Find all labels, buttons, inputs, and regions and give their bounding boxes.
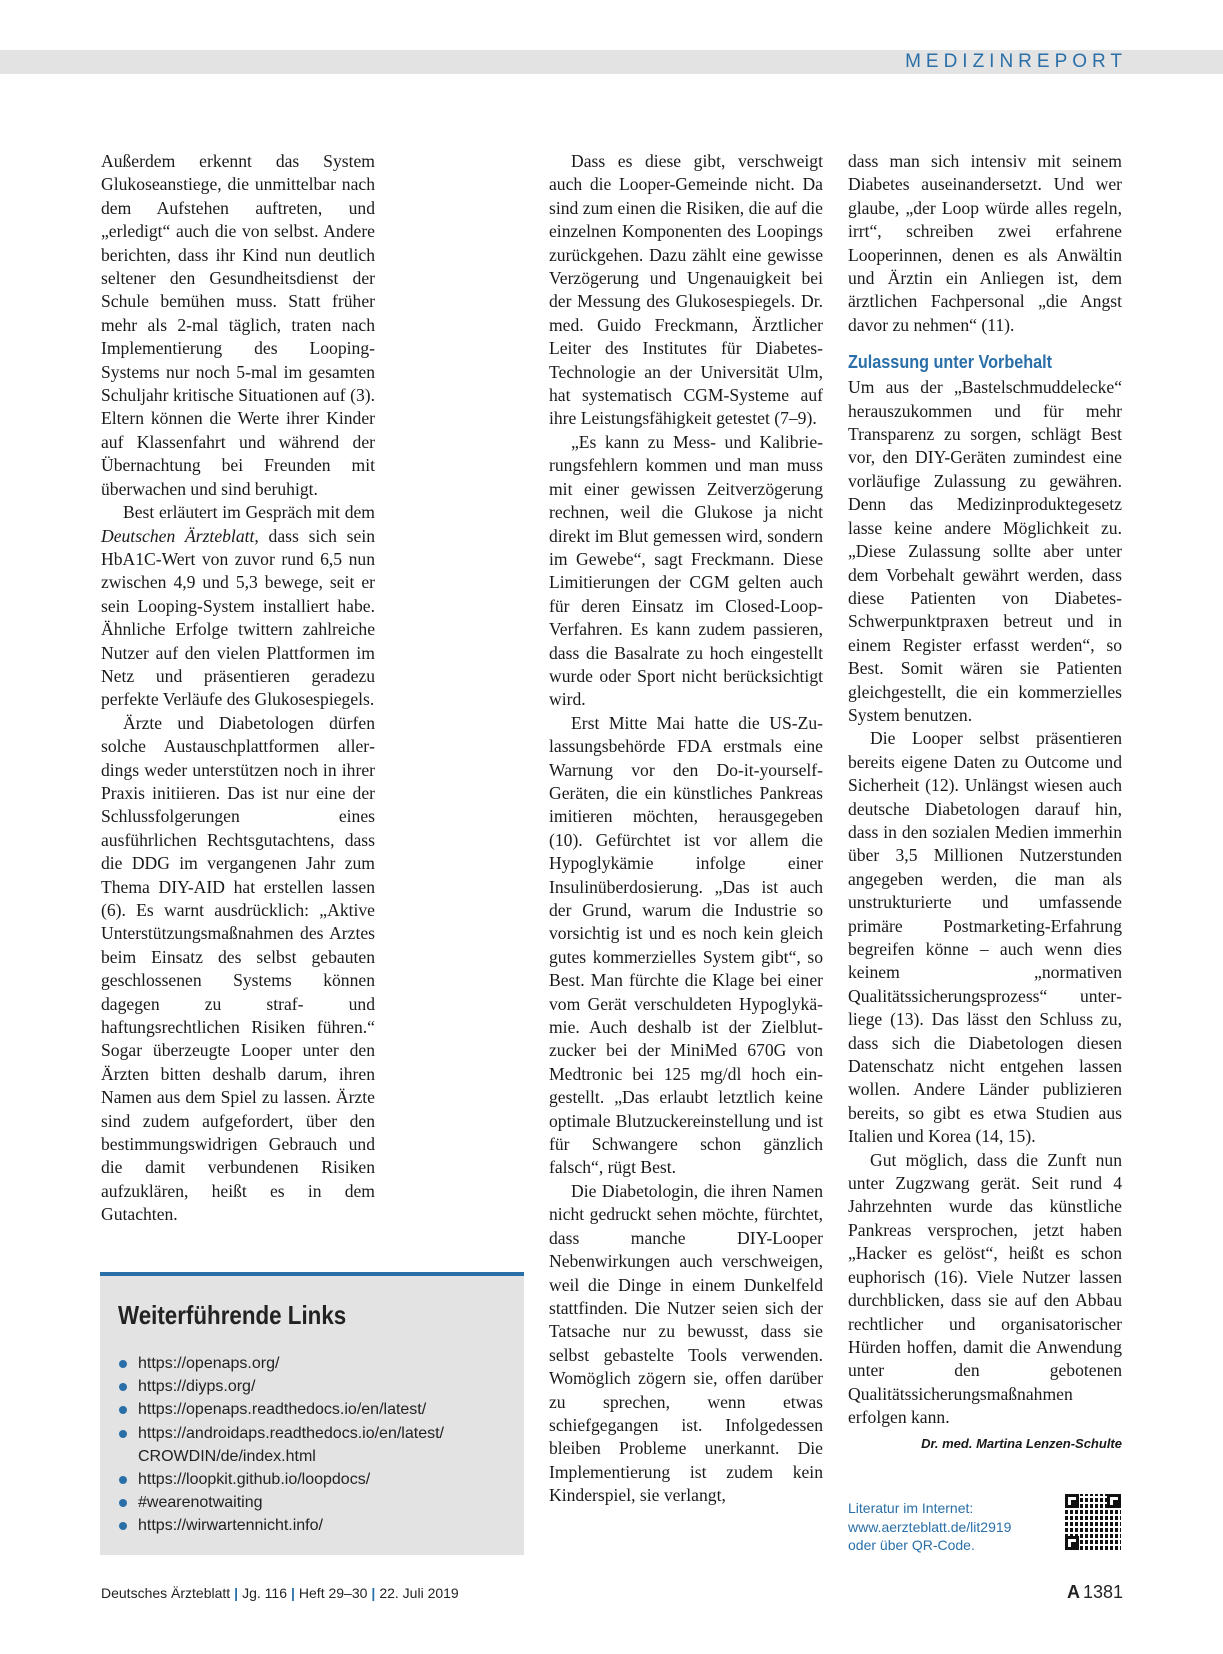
paragraph: Dass es diese gibt, verschweigt auch die Looper-Gemeinde nicht. Da sind zum einen die Risiken, die auf die einzelnen Komponenten des Loopings zurückgehen. Dazu zählt eine gewisse Verzögerung und Ungenauigkeit bei der Messung des Glukosespiegels. Dr. med. Guido Freckmann, Ärztlicher Leiter des Institutes für Diabetes-Technologie an der Universität Ulm, hat systematisch CGM-Systeme auf ihre Leistungsfähigkeit getestet (7–9). — [549, 151, 823, 429]
section-label: MEDIZINREPORT — [905, 51, 1127, 72]
paragraph: Erst Mitte Mai hatte die US-Zulassungsbehörde FDA erstmals eine Warnung vor den Do-it-yourself-Geräten, die ein künstliches Pankreas imitieren möchten, herausgegeben (10). Gefürchtet ist vor allem die Hypoglykämie infolge einer Insulinüberdosierung. „Das ist auch der Grund, warum die Industrie so vorsichtig ist und es noch kein gleich gutes kommerzielles System gibt“, so Best. Man fürchte die Klage bei einer vom Gerät verschuldeten Hypoglykämie. Auch deshalb ist der Zielblutzucker bei der MiniMed 670G von Medtronic bei 125 mg/dl hoch eingestellt. „Das erlaubt letztlich keine optimale Blutzuckereinstellung und ist für Schwangere schon gänzlich falsch“, rügt Best. — [549, 712, 823, 1178]
link-item[interactable]: https://androidaps.readthedocs.io/en/latest/ CROWDIN/de/index.html — [118, 1422, 444, 1468]
journal-name: Deutsches Ärzteblatt — [101, 1585, 231, 1601]
qr-finder — [1065, 1494, 1079, 1508]
subheading: Zulassung unter Vorbehalt — [848, 352, 1053, 373]
literature-label: Literatur im Internet: — [848, 1500, 974, 1516]
column-2 — [549, 150, 823, 1508]
links-list — [118, 1352, 444, 1538]
qr-finder — [1065, 1536, 1079, 1550]
links-title: Weiterführende Links — [118, 1300, 347, 1330]
paragraph: Gut möglich, dass die Zunft nun unter Zugzwang gerät. Seit rund 4 Jahrzehnten wurde das künstliche Pankreas versprochen, jetzt haben „Hacker es gelöst“, heißt es schon euphorisch (16). Viele Nutzer lassen durchblicken, dass sie auf den Abbau rechtlicher und organisatorischer Hürden hoffen, damit die Anwendung unter den gebotenen Qualitätssicherungsmaßnahmen erfolgen kann. — [848, 1149, 1122, 1428]
column-1 — [101, 150, 375, 1227]
literature-link[interactable]: www.aerzteblatt.de/lit2919 — [848, 1518, 1012, 1535]
paragraph: Ärzte und Diabetologen dürfen solche Austauschplattformen allerdings weder unterstützen noch in ihrer Praxis initiieren. Das ist nur eine der Schlussfolgerungen eines ausführlichen Rechtsgutachtens, dass die DDG im vergangenen Jahr zum Thema DIY-AID hat erstellen lassen (6). Es warnt ausdrücklich: „Aktive Unterstützungsmaßnahmen des Arztes beim Einsatz des selbst gebauten geschlossenen Systems können dagegen zu straf- und haftungsrechtlichen Risiken führen.“ Sogar überzeugte Looper unter den Ärzten bitten deshalb darum, ihren Namen aus dem Spiel zu lassen. Ärzte sind zudem aufgefordert, über den bestimmungswidrigen Gebrauch und die damit verbundenen Risiken aufzuklären, heißt es in dem Gutachten. — [101, 712, 375, 1225]
qr-code-icon[interactable] — [1065, 1494, 1121, 1550]
link-item[interactable]: https://wirwartennicht.info/ — [118, 1514, 444, 1537]
paragraph: Best erläutert im Gespräch mit dem Deutschen Ärzteblatt, dass sich sein HbA1C-Wert von zuvor rund 6,5 nun zwischen 4,9 und 5,3 bewege, seit er sein Looping-System installiert habe. Ähnliche Erfolge twittern zahlreiche Nutzer auf den vielen Plattformen im Netz und präsentieren geradezu perfekte Verläufe des Glukosespiegels. — [101, 502, 376, 710]
publication-name: Deutschen Ärzteblatt — [101, 525, 255, 546]
links-box — [100, 1272, 524, 1555]
qr-finder — [1107, 1494, 1121, 1508]
footer: Deutsches Ärzteblatt | Jg. 116 | Heft 29–30 | 22. Juli 2019 — [101, 1585, 459, 1601]
journal-volume: Jg. 116 — [242, 1585, 287, 1601]
journal-date: 22. Juli 2019 — [379, 1585, 459, 1601]
journal-issue: Heft 29–30 — [298, 1585, 368, 1601]
link-item[interactable]: https://diyps.org/ — [118, 1375, 444, 1398]
paragraph: Außerdem erkennt das System Glukoseanstiege, die unmittelbar nach dem Aufstehen auftreten, und „erledigt“ auch die von selbst. Andere berichten, dass ihr Kind nun deutlich seltener den Gesundheitsdienst der Schule bemühen muss. Statt früher mehr als 2-mal täglich, traten nach Implementierung des Looping-Systems nur noch 5-mal im gesamten Schuljahr kritische Situationen auf (3). Eltern können die Werte ihrer Kinder auf Klassenfahrt und während der Übernachtung bei Freunden mit überwachen und sind beruhigt. — [101, 151, 375, 499]
literature-note — [848, 1499, 1068, 1555]
link-item[interactable]: https://openaps.readthedocs.io/en/latest/ — [118, 1398, 444, 1421]
column-3 — [848, 150, 1122, 1455]
literature-qr-hint: oder über QR-Code. — [848, 1537, 975, 1553]
paragraph: dass man sich intensiv mit seinem Diabetes auseinandersetzt. Und wer glaube, „der Loop würde alles regeln, irrt“, schreiben zwei erfahrene Looperinnen, denen es als Anwältin und Ärztin ein Anliegen ist, dem ärztlichen Fachpersonal „die Angst davor zu nehmen“ (11). — [848, 151, 1122, 335]
link-item[interactable]: #wearenotwaiting — [118, 1491, 444, 1514]
paragraph: Um aus der „Bastelschmuddelecke“ herauszukommen und für mehr Transparenz zu sorgen, schlägt Best vor, den DIY-Geräten zumindest eine vorläufige Zulassung zu gewähren. Denn das Medizinproduktegesetz lasse keine andere Möglichkeit zu. „Diese Zulassung sollte aber unter dem Vorbehalt gewährt werden, dass diese Patienten von Diabetes-Schwerpunktpraxen betreut und in einem Register erfasst werden“, so Best. Somit wären sie Patienten gleichgestellt, die ein kommerzielles System benutzen. — [848, 377, 1122, 725]
page-number: A 1381 — [1066, 1582, 1123, 1602]
paragraph: „Es kann zu Mess- und Kalibrierungsfehlern kommen und man muss mit einer gewissen Zeitverzögerung rechnen, weil die Glukose ja nicht direkt im Blut gemessen wird, sondern im Gewebe“, sagt Freckmann. Diese Limitierungen der CGM gelten auch für deren Einsatz im Closed-Loop-Verfahren. Es kann zudem passieren, dass die Basalrate zu hoch eingestellt wurde oder Sport nicht berücksichtigt wird. — [549, 431, 823, 710]
paragraph: Die Looper selbst präsentieren bereits eigene Daten zu Outcome und Sicherheit (12). Unlängst wiesen auch deutsche Diabetologen darauf hin, dass in den sozialen Medien immerhin über 3,5 Millionen Nutzerstunden angegeben werden, die man als unstrukturierte und umfassende primäre Postmarketing-Erfahrung begreifen könne – auch wenn dies keinem „normativen Qualitätssicherungsprozess“ unterliege (13). Das lässt den Schluss zu, dass sich die Diabetologen diesen Datenschatz nicht entgehen lassen wollen. Andere Länder publizieren bereits, so gibt es etwa Studien aus Italien und Korea (14, 15). — [848, 728, 1122, 1147]
author-byline: Dr. med. Martina Lenzen-Schulte — [921, 1435, 1122, 1451]
link-item[interactable]: https://loopkit.github.io/loopdocs/ — [118, 1468, 444, 1491]
paragraph: Die Diabetologin, die ihren Namen nicht gedruckt sehen möchte, fürchtet, dass manche DIY-Looper Nebenwirkungen auch verschweigen, weil die Dinge in einem Dunkelfeld stattfinden. Die Nutzer seien sich der Tatsache nur zu bewusst, dass sie selbst gebastelte Tools verwenden. Womöglich zögern sie, offen darüber zu sprechen, wenn etwas schiefgegangen ist. Infolgedessen bleiben Probleme unerkannt. Die Implementierung ist zudem kein Kinderspiel, sie verlangt, — [549, 1180, 823, 1506]
link-item[interactable]: https://openaps.org/ — [118, 1352, 444, 1375]
